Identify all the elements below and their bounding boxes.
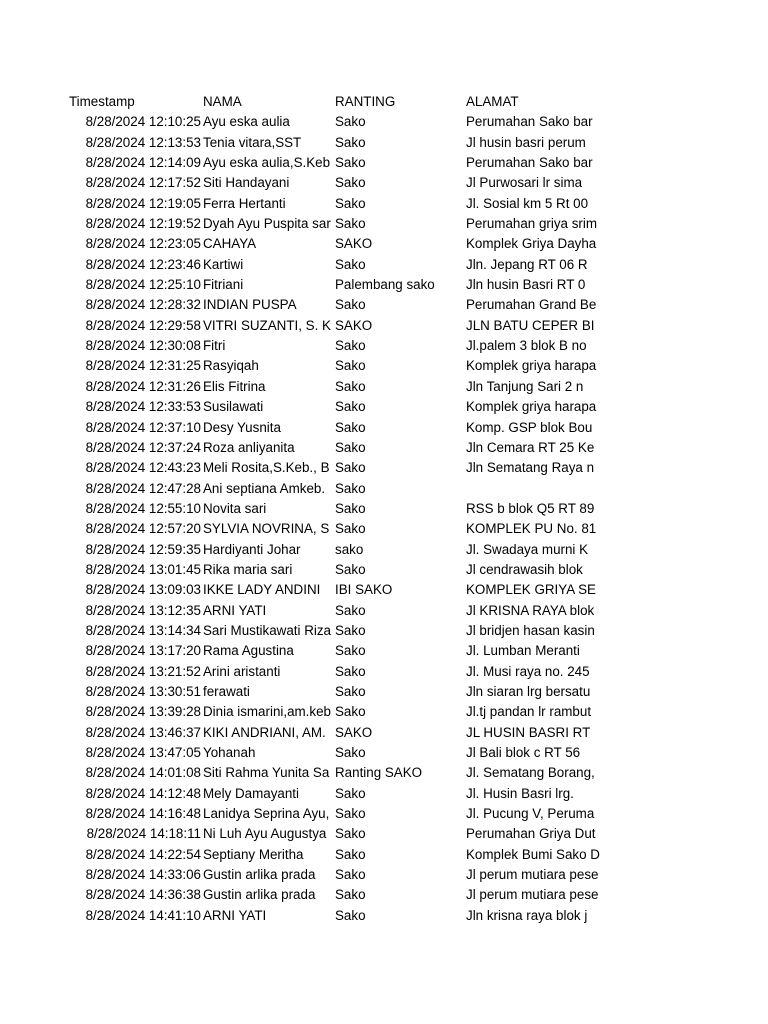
cell-ranting[interactable]: Sako [335,643,366,659]
table-row [66,234,600,254]
cell-alamat[interactable]: Perumahan griya srim [466,216,597,232]
cell-nama[interactable]: Gustin arlika prada [203,867,316,883]
cell-timestamp[interactable]: 8/28/2024 12:17:52 [85,175,201,191]
cell-alamat[interactable]: Komplek Bumi Sako D [466,846,600,862]
header-nama[interactable]: NAMA [203,94,242,109]
cell-nama[interactable]: Kartiwi [203,256,244,272]
cell-ranting[interactable]: Sako [335,683,366,699]
cell-alamat[interactable]: Jln. Jepang RT 06 R [466,256,588,272]
cell-timestamp[interactable]: 8/28/2024 12:14:09 [85,155,201,171]
cell-nama[interactable]: Tenia vitara,SST [203,134,302,150]
cell-ranting[interactable]: Sako [335,378,366,394]
table-row [66,641,600,661]
table-row [66,194,600,214]
cell-ranting[interactable]: Sako [335,256,366,272]
cell-nama[interactable]: Elis Fitrina [203,378,266,394]
cell-ranting[interactable]: Sako [335,399,366,415]
cell-timestamp[interactable]: 8/28/2024 14:36:38 [85,887,201,903]
cell-timestamp[interactable]: 8/28/2024 13:47:05 [85,745,201,760]
cell-timestamp[interactable]: 8/28/2024 12:25:10 [85,277,201,293]
cell-timestamp[interactable]: 8/28/2024 13:17:20 [85,643,201,659]
cell-timestamp[interactable]: 8/28/2024 13:01:45 [85,561,201,577]
cell-ranting[interactable]: Sako [335,134,366,150]
cell-nama[interactable]: KIKI ANDRIANI, AM. [203,724,326,740]
cell-alamat[interactable]: Jl perum mutiara pese [466,887,599,903]
cell-timestamp[interactable]: 8/28/2024 12:30:08 [85,338,201,354]
cell-timestamp[interactable]: 8/28/2024 13:30:51 [85,683,201,699]
header-alamat[interactable]: ALAMAT [466,94,519,109]
table-row [66,682,600,702]
cell-alamat[interactable]: Perumahan Sako bar [466,155,593,171]
table-row [66,662,600,682]
cell-alamat[interactable]: Komp. GSP blok Bou [466,419,593,435]
cell-ranting[interactable]: Sako [335,480,366,496]
data-table [66,92,600,926]
cell-timestamp[interactable]: 8/28/2024 12:57:20 [85,521,201,537]
cell-nama[interactable]: Hardiyanti Johar [203,541,301,557]
table-row [66,519,600,539]
table-row [66,214,600,234]
cell-ranting[interactable]: SAKO [335,317,373,333]
cell-nama[interactable]: ferawati [203,683,250,699]
cell-nama[interactable]: VITRI SUZANTI, S. K [203,317,331,333]
cell-timestamp[interactable]: 8/28/2024 12:28:32 [85,297,201,313]
cell-timestamp[interactable]: 8/28/2024 12:23:05 [85,236,201,252]
cell-nama[interactable]: Susilawati [203,399,264,415]
cell-ranting[interactable]: Sako [335,338,366,354]
cell-nama[interactable]: Dyah Ayu Puspita sar [203,216,331,232]
table-row [66,885,600,905]
cell-nama[interactable]: Novita sari [203,500,267,516]
cell-ranting[interactable]: IBI SAKO [335,582,393,598]
cell-alamat[interactable]: JLN BATU CEPER BI [466,317,595,333]
cell-ranting[interactable]: Sako [335,521,366,537]
cell-alamat[interactable]: Jln krisna raya blok j [466,907,588,923]
cell-alamat[interactable]: Jl. Swadaya murni K [466,541,589,557]
cell-ranting[interactable]: Sako [335,155,366,171]
cell-alamat[interactable]: Jl. Sematang Borang, [466,765,595,781]
table-row [66,763,600,783]
cell-nama[interactable]: Meli Rosita,S.Keb., B [203,460,330,476]
table-row [66,845,600,865]
cell-nama[interactable]: IKKE LADY ANDINI [203,582,321,598]
table-row [66,784,600,804]
cell-timestamp[interactable]: 8/28/2024 12:43:23 [85,460,201,476]
cell-alamat[interactable]: Jl cendrawasih blok [466,561,583,577]
cell-ranting[interactable]: Sako [335,561,366,577]
cell-alamat[interactable]: Komplek griya harapa [466,399,597,415]
cell-nama[interactable]: Ayu eska aulia [203,114,290,130]
cell-alamat[interactable]: Perumahan Sako bar [466,114,593,130]
table-row [66,377,600,397]
cell-ranting[interactable]: Sako [335,907,366,923]
cell-nama[interactable]: Sari Mustikawati Riza [203,622,331,638]
cell-nama[interactable]: Yohanah [203,745,256,760]
cell-timestamp[interactable]: 8/28/2024 14:01:08 [85,765,201,781]
cell-nama[interactable]: Fitri [203,338,226,354]
cell-ranting[interactable]: SAKO [335,724,373,740]
cell-nama[interactable]: Siti Rahma Yunita Sa [203,765,330,781]
cell-ranting[interactable]: Sako [335,887,366,903]
cell-alamat[interactable]: Jl Purwosari lr sima [466,175,583,191]
table-row [66,133,600,153]
cell-nama[interactable]: Rasyiqah [203,358,259,374]
cell-timestamp[interactable]: 8/28/2024 13:12:35 [85,602,201,618]
table-row [66,153,600,173]
cell-timestamp[interactable]: 8/28/2024 12:19:52 [85,216,201,232]
cell-timestamp[interactable]: 8/28/2024 12:19:05 [85,195,201,211]
table-row [66,580,600,600]
cell-nama[interactable]: Rika maria sari [203,561,293,577]
cell-timestamp[interactable]: 8/28/2024 12:31:25 [85,358,201,374]
cell-alamat[interactable]: Jl. Musi raya no. 245 [466,663,590,679]
cell-nama[interactable]: ARNI YATI [203,907,267,923]
table-body [66,112,600,926]
cell-nama[interactable]: Ferra Hertanti [203,195,286,211]
table-row [66,479,600,499]
table-row [66,418,600,438]
cell-alamat[interactable]: Jl. Lumban Meranti [466,643,580,659]
cell-ranting[interactable]: Sako [335,806,366,822]
cell-alamat[interactable]: Jl husin basri perum [466,134,586,150]
cell-ranting[interactable]: Sako [335,663,366,679]
table-row [66,173,600,193]
cell-alamat[interactable]: Perumahan Griya Dut [466,826,596,842]
cell-alamat[interactable]: Jln Tanjung Sari 2 n [466,378,584,394]
table-row [66,356,600,376]
cell-alamat[interactable]: Jl. Husin Basri lrg. [466,785,574,801]
cell-ranting[interactable]: Ranting SAKO [335,765,423,781]
cell-timestamp[interactable]: 8/28/2024 12:33:53 [85,399,201,415]
table-row [66,621,600,641]
cell-alamat[interactable]: Komplek Griya Dayha [466,236,597,252]
cell-timestamp[interactable]: 8/28/2024 12:55:10 [85,500,201,516]
cell-timestamp[interactable]: 8/28/2024 14:18:11 [86,826,201,842]
cell-alamat[interactable]: Jl.tj pandan lr rambut [466,704,592,720]
cell-alamat[interactable]: Komplek griya harapa [466,358,597,374]
cell-alamat[interactable]: Jl bridjen hasan kasin [466,622,595,638]
table-row [66,316,600,336]
cell-ranting[interactable]: Sako [335,500,366,516]
cell-nama[interactable]: Mely Damayanti [203,785,299,801]
cell-nama[interactable]: INDIAN PUSPA [203,297,297,313]
cell-nama[interactable]: Septiany Meritha [203,846,304,862]
cell-alamat[interactable]: KOMPLEK PU No. 81 [466,521,597,537]
table-row [66,458,600,478]
table-row [66,275,600,295]
cell-ranting[interactable]: Sako [335,785,366,801]
header-row [66,92,600,112]
cell-ranting[interactable]: Sako [335,175,366,191]
cell-timestamp[interactable]: 8/28/2024 12:37:10 [85,419,201,435]
table-row [66,743,600,763]
cell-nama[interactable]: Ni Luh Ayu Augustya [203,826,327,842]
cell-alamat[interactable]: Jl perum mutiara pese [466,867,599,883]
cell-nama[interactable]: ARNI YATI [203,602,267,618]
cell-alamat[interactable]: Jl.palem 3 blok B no [466,338,587,354]
cell-alamat[interactable]: Perumahan Grand Be [466,297,597,313]
cell-ranting[interactable]: Sako [335,745,366,760]
cell-ranting[interactable]: Sako [335,439,366,455]
cell-timestamp[interactable]: 8/28/2024 12:23:46 [85,256,201,272]
cell-alamat[interactable]: KOMPLEK GRIYA SE [466,582,596,598]
cell-ranting[interactable]: Sako [335,460,366,476]
cell-timestamp[interactable]: 8/28/2024 13:14:34 [85,622,201,638]
cell-nama[interactable]: Fitriani [203,277,244,293]
cell-ranting[interactable]: Sako [335,826,366,842]
cell-ranting[interactable]: sako [335,541,364,557]
cell-timestamp[interactable]: 8/28/2024 14:41:10 [85,907,201,923]
cell-nama[interactable]: Ayu eska aulia,S.Keb [203,155,331,171]
cell-ranting[interactable]: Sako [335,704,366,720]
cell-nama[interactable]: Rama Agustina [203,643,294,659]
cell-alamat[interactable]: Jln Cemara RT 25 Ke [466,439,595,455]
cell-timestamp[interactable]: 8/28/2024 13:09:03 [85,582,201,598]
cell-alamat[interactable]: Jl. Pucung V, Peruma [466,806,595,822]
spreadsheet-sheet [66,92,600,926]
cell-nama[interactable]: Gustin arlika prada [203,887,316,903]
cell-timestamp[interactable]: 8/28/2024 12:47:28 [85,480,201,496]
table-row [66,295,600,315]
table-row [66,601,600,621]
cell-timestamp[interactable]: 8/28/2024 12:31:26 [85,378,201,394]
table-row [66,824,600,844]
header-ranting[interactable]: RANTING [335,94,396,109]
cell-nama[interactable]: Arini aristanti [203,663,281,679]
cell-alamat[interactable]: Jln husin Basri RT 0 [466,277,586,293]
table-row [66,438,600,458]
cell-ranting[interactable]: Sako [335,846,366,862]
cell-timestamp[interactable]: 8/28/2024 12:13:53 [85,134,201,150]
table-row [66,560,600,580]
table-row [66,112,600,132]
cell-alamat[interactable]: Jl. Sosial km 5 Rt 00 [466,195,589,211]
cell-timestamp[interactable]: 8/28/2024 13:21:52 [85,663,201,679]
cell-timestamp[interactable]: 8/28/2024 14:16:48 [85,806,201,822]
cell-alamat[interactable]: RSS b blok Q5 RT 89 [466,500,595,516]
table-row [66,255,600,275]
cell-timestamp[interactable]: 8/28/2024 14:33:06 [85,867,201,883]
cell-ranting[interactable]: SAKO [335,236,373,252]
cell-timestamp[interactable]: 8/28/2024 12:59:35 [85,541,201,557]
cell-alamat[interactable] [466,479,600,499]
cell-alamat[interactable]: Jl Bali blok c RT 56 [466,745,581,760]
table-row [66,906,600,926]
cell-nama[interactable]: CAHAYA [203,236,257,252]
cell-ranting[interactable]: Sako [335,195,366,211]
cell-alamat[interactable]: Jln siaran lrg bersatu [466,683,591,699]
cell-ranting[interactable]: Sako [335,419,366,435]
cell-timestamp[interactable]: 8/28/2024 12:10:25 [85,114,201,130]
table-row [66,336,600,356]
cell-timestamp[interactable]: 8/28/2024 13:39:28 [85,704,201,720]
cell-timestamp[interactable]: 8/28/2024 13:46:37 [85,724,201,740]
cell-nama[interactable]: Ani septiana Amkeb. [203,480,326,496]
table-row [66,702,600,722]
header-timestamp[interactable]: Timestamp [69,94,135,109]
cell-ranting[interactable]: Sako [335,297,366,313]
cell-timestamp[interactable]: 8/28/2024 14:22:54 [85,846,201,862]
cell-nama[interactable]: Dinia ismarini,am.keb [203,704,331,720]
cell-ranting[interactable]: Sako [335,216,366,232]
table-row [66,540,600,560]
cell-alamat[interactable]: JL HUSIN BASRI RT [466,724,591,740]
cell-nama[interactable]: Roza anliyanita [203,439,295,455]
table-row [66,865,600,885]
cell-alamat[interactable]: Jln Sematang Raya n [466,460,595,476]
table-row [66,397,600,417]
cell-ranting[interactable]: Sako [335,602,366,618]
cell-ranting[interactable]: Sako [335,358,366,374]
table-row [66,723,600,743]
cell-timestamp[interactable]: 8/28/2024 12:29:58 [85,317,201,333]
cell-ranting[interactable]: Sako [335,622,366,638]
cell-nama[interactable]: SYLVIA NOVRINA, S [203,521,330,537]
cell-nama[interactable]: Siti Handayani [203,175,290,191]
cell-timestamp[interactable]: 8/28/2024 14:12:48 [85,785,201,801]
table-row [66,804,600,824]
cell-ranting[interactable]: Sako [335,114,366,130]
cell-ranting[interactable]: Sako [335,867,366,883]
cell-alamat[interactable]: Jl KRISNA RAYA blok [466,602,595,618]
cell-timestamp[interactable]: 8/28/2024 12:37:24 [85,439,201,455]
cell-ranting[interactable]: Palembang sako [335,277,435,293]
cell-nama[interactable]: Desy Yusnita [203,419,281,435]
cell-nama[interactable]: Lanidya Seprina Ayu, [203,806,330,822]
table-row [66,499,600,519]
